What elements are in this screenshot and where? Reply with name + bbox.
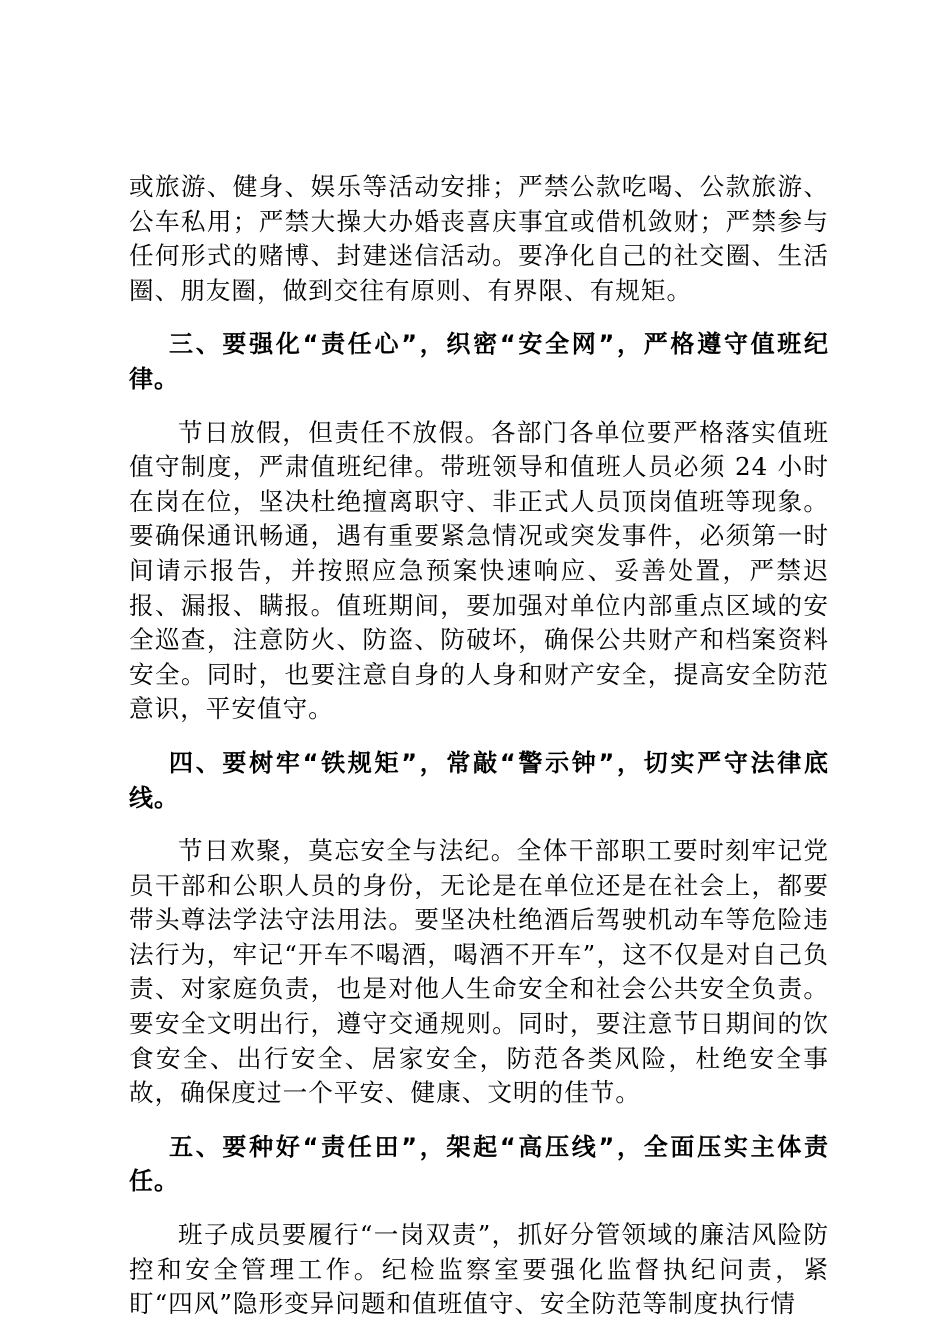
heading-section-5: 五、要种好“责任田”，架起“高压线”，全面压实主体责任。 — [129, 1132, 829, 1196]
heading-section-4: 四、要树牢“铁规矩”，常敲“警示钟”，切实严守法律底线。 — [129, 748, 829, 812]
paragraph-responsibility: 班子成员要履行“一岗双责”，抓好分管领域的廉洁风险防控和安全管理工作。纪检监察室要强化监督执纪问责，紧盯“四风”隐形变异问题和值班值守、安全防范等制度执行情 — [129, 1220, 829, 1319]
paragraph-law-safety: 节日欢聚，莫忘安全与法纪。全体干部职工要时刻牢记党员干部和公职人员的身份，无论是在单位还是在社会上，都要带头尊法学法守法用法。要坚决杜绝酒后驾驶机动车等危险违法行为，牢记“开车不喝酒，喝酒不开车”，这不仅是对自己负责、对家庭负责，也是对他人生命安全和社会公共安全负责。要安全文明出行，遵守交通规则。同时，要注意节日期间的饮食安全、出行安全、居家安全，防范各类风险，杜绝安全事故，确保度过一个平安、健康、文明的佳节。 — [129, 836, 829, 1108]
paragraph-duty-discipline: 节日放假，但责任不放假。各部门各单位要严格落实值班值守制度，严肃值班纪律。带班领导和值班人员必须 24 小时在岗在位，坚决杜绝擅离职守、非正式人员顶岗值班等现象。要确保通讯畅通，遇有重要紧急情况或突发事件，必须第一时间请示报告，并按照应急预案快速响应、妥善处置，严禁迟报、漏报、瞒报。值班期间，要加强对单位内部重点区域的安全巡查，注意防火、防盗、防破坏，确保公共财产和档案资料安全。同时，也要注意自身的人身和财产安全，提高安全防范意识，平安值守。 — [129, 417, 829, 724]
heading-section-3: 三、要强化“责任心”，织密“安全网”，严格遵守值班纪律。 — [129, 330, 829, 393]
document-body — [129, 170, 829, 1322]
paragraph-discipline-continued: 或旅游、健身、娱乐等活动安排；严禁公款吃喝、公款旅游、公车私用；严禁大操大办婚丧喜庆事宜或借机敛财；严禁参与任何形式的赌博、封建迷信活动。要净化自己的社交圈、生活圈、朋友圈，做到交往有原则、有界限、有规矩。 — [129, 172, 829, 305]
